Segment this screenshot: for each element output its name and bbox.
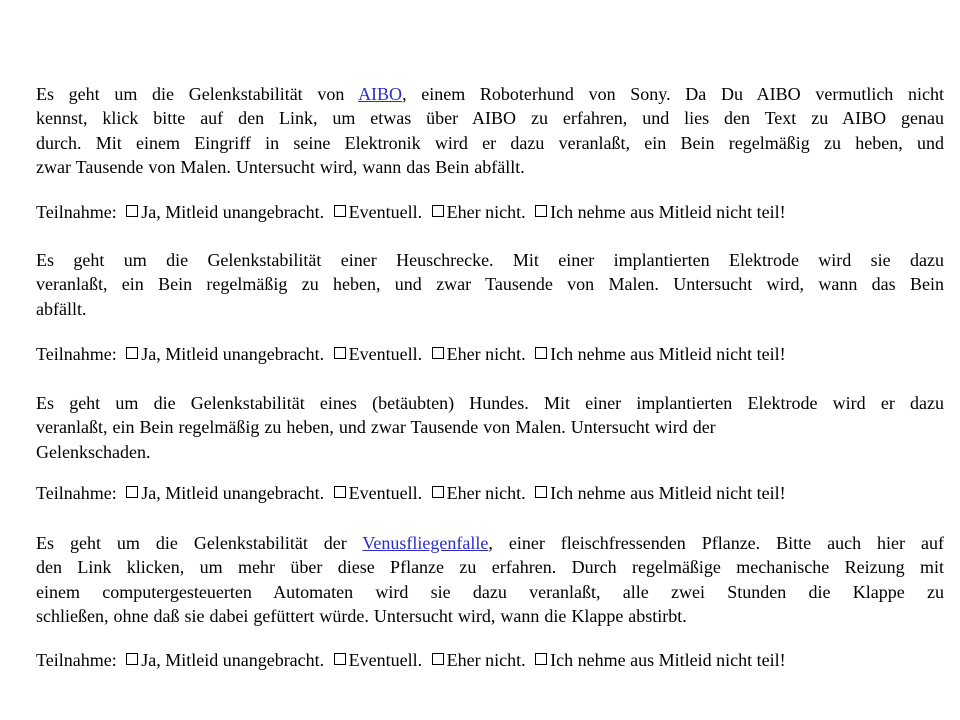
option-nicht-teil: Ich nehme aus Mitleid nicht teil!	[550, 344, 786, 364]
participation-row-venusfliegenfalle	[36, 648, 944, 672]
option-eher-nicht: Eher nicht.	[446, 202, 526, 222]
option-nicht-teil: Ich nehme aus Mitleid nicht teil!	[550, 202, 786, 222]
text-line: kennst, klick bitte auf den Link, um etwas über AIBO zu erfahren, und lies den Text zu AIBO genau	[36, 108, 944, 129]
option-eventuell: Eventuell.	[348, 650, 423, 670]
option-ja: Ja, Mitleid unangebracht.	[141, 650, 325, 670]
participation-row-aibo	[36, 200, 944, 224]
option-nicht-teil: Ich nehme aus Mitleid nicht teil!	[550, 483, 786, 503]
checkbox-ja[interactable]	[126, 205, 138, 217]
checkbox-ja[interactable]	[126, 347, 138, 359]
text-segment: Es geht um die Gelenkstabilität der	[36, 533, 363, 553]
text-segment: , einer fleischfressenden Pflanze. Bitte auch hier auf	[488, 533, 944, 553]
text-line: veranlaßt, ein Bein regelmäßig zu heben, und zwar Tausende von Malen. Untersucht wird, wann das Bein	[36, 274, 944, 295]
text-line	[36, 82, 944, 106]
option-eher-nicht: Eher nicht.	[446, 344, 526, 364]
option-eventuell: Eventuell.	[348, 483, 423, 503]
scenario-heuschrecke	[36, 248, 944, 321]
checkbox-eventuell[interactable]	[334, 205, 346, 217]
text-line: zwar Tausende von Malen. Untersucht wird, wann das Bein abfällt.	[36, 157, 525, 178]
scenario-aibo	[36, 82, 944, 180]
checkbox-eventuell[interactable]	[334, 347, 346, 359]
scenario-hund	[36, 391, 944, 464]
checkbox-nicht-teil[interactable]	[535, 486, 547, 498]
scenario-text	[36, 391, 944, 464]
option-ja: Ja, Mitleid unangebracht.	[141, 202, 325, 222]
option-ja: Ja, Mitleid unangebracht.	[141, 344, 325, 364]
text-line: veranlaßt, ein Bein regelmäßig zu heben, und zwar Tausende von Malen. Untersucht wird der	[36, 417, 716, 438]
option-eventuell: Eventuell.	[348, 344, 423, 364]
text-line: einem computergesteuerten Automaten wird sie dazu veranlaßt, alle zwei Stunden die Klappe zu	[36, 581, 944, 602]
checkbox-eher-nicht[interactable]	[432, 347, 444, 359]
checkbox-eher-nicht[interactable]	[432, 486, 444, 498]
checkbox-eher-nicht[interactable]	[432, 653, 444, 665]
checkbox-nicht-teil[interactable]	[535, 653, 547, 665]
checkbox-nicht-teil[interactable]	[535, 347, 547, 359]
venusfliegenfalle-link[interactable]: Venusfliegenfalle	[362, 533, 489, 553]
scenario-text	[36, 531, 944, 629]
text-line: den Link klicken, um mehr über diese Pflanze zu erfahren. Durch regelmäßige mechanische Reizung mit	[36, 557, 944, 578]
text-line: Es geht um die Gelenkstabilität eines (betäubten) Hundes. Mit einer implantierten Elektrode wird er dazu	[36, 393, 944, 413]
checkbox-ja[interactable]	[126, 486, 138, 498]
option-eher-nicht: Eher nicht.	[446, 650, 526, 670]
checkbox-nicht-teil[interactable]	[535, 205, 547, 217]
participation-label: Teilnahme:	[36, 650, 117, 670]
text-segment: , einem Roboterhund von Sony. Da Du AIBO vermutlich nicht	[402, 84, 944, 104]
scenario-text	[36, 248, 944, 321]
participation-label: Teilnahme:	[36, 483, 117, 503]
text-line: Es geht um die Gelenkstabilität einer Heuschrecke. Mit einer implantierten Elektrode wird sie dazu	[36, 250, 944, 270]
participation-row-hund	[36, 481, 944, 505]
text-line: Gelenkschaden.	[36, 441, 151, 462]
scenario-text	[36, 82, 944, 180]
aibo-link[interactable]: AIBO	[358, 84, 403, 104]
text-segment: Es geht um die Gelenkstabilität von	[36, 84, 359, 104]
option-nicht-teil: Ich nehme aus Mitleid nicht teil!	[550, 650, 786, 670]
checkbox-eher-nicht[interactable]	[432, 205, 444, 217]
checkbox-eventuell[interactable]	[334, 486, 346, 498]
scenario-venusfliegenfalle	[36, 531, 944, 629]
checkbox-ja[interactable]	[126, 653, 138, 665]
option-eventuell: Eventuell.	[348, 202, 423, 222]
text-line: schließen, ohne daß sie dabei gefüttert würde. Untersucht wird, wann die Klappe abstirbt.	[36, 606, 687, 627]
checkbox-eventuell[interactable]	[334, 653, 346, 665]
participation-row-heuschrecke	[36, 342, 944, 366]
participation-label: Teilnahme:	[36, 344, 117, 364]
option-eher-nicht: Eher nicht.	[446, 483, 526, 503]
text-line	[36, 531, 944, 555]
text-line: durch. Mit einem Eingriff in seine Elektronik wird er dazu veranlaßt, ein Bein regelmäßig zu heben, und	[36, 132, 944, 153]
option-ja: Ja, Mitleid unangebracht.	[141, 483, 325, 503]
text-line: abfällt.	[36, 298, 87, 319]
participation-label: Teilnahme:	[36, 202, 117, 222]
